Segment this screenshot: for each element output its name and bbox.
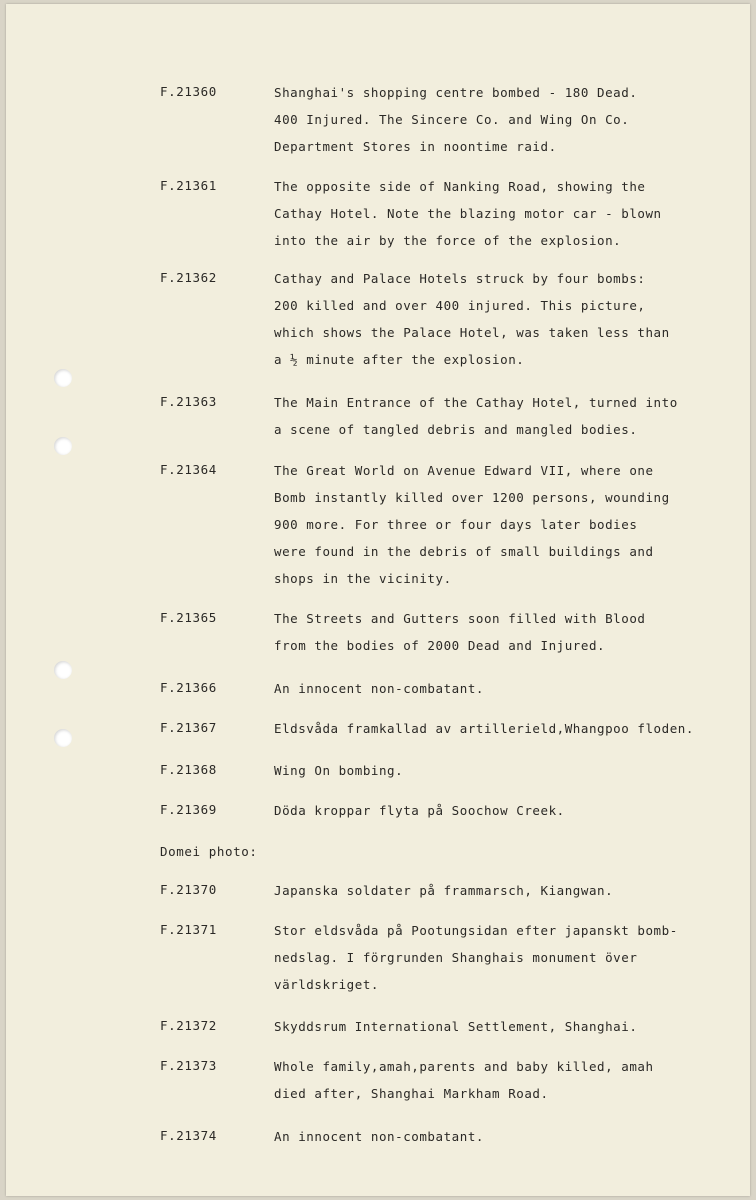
caption-line: Shanghai's shopping centre bombed - 180 Dead. (274, 85, 638, 100)
caption-text (274, 1018, 744, 1045)
caption-line: Department Stores in noontime raid. (274, 139, 557, 154)
caption-line: Cathay and Palace Hotels struck by four bombs: (274, 271, 646, 286)
photo-reference-number: F.21369 (160, 802, 217, 817)
caption-line: Cathay Hotel. Note the blazing motor car - blown (274, 206, 662, 221)
caption-line: An innocent non-combatant. (274, 1129, 484, 1144)
binder-hole (54, 729, 72, 747)
photo-reference-number: F.21364 (160, 462, 217, 477)
caption-text (274, 462, 744, 597)
caption-text (274, 270, 744, 378)
caption-text (274, 1058, 744, 1112)
caption-text (274, 720, 744, 747)
caption-text (274, 680, 744, 707)
caption-line: a scene of tangled debris and mangled bodies. (274, 422, 638, 437)
section-heading: Domei photo: (160, 844, 258, 859)
binder-hole (54, 369, 72, 387)
photo-reference-number: F.21367 (160, 720, 217, 735)
caption-line: Skyddsrum International Settlement, Shanghai. (274, 1019, 638, 1034)
caption-line: The Streets and Gutters soon filled with Blood (274, 611, 646, 626)
caption-line: Döda kroppar flyta på Soochow Creek. (274, 803, 565, 818)
caption-line: nedslag. I förgrunden Shanghais monument över (274, 950, 638, 965)
caption-text (274, 882, 744, 909)
caption-line: Stor eldsvåda på Pootungsidan efter japanskt bomb- (274, 923, 678, 938)
photo-reference-number: F.21370 (160, 882, 217, 897)
document-page (6, 4, 750, 1196)
caption-text (274, 922, 744, 1003)
caption-line: 400 Injured. The Sincere Co. and Wing On Co. (274, 112, 630, 127)
caption-line: An innocent non-combatant. (274, 681, 484, 696)
caption-line: Eldsvåda framkallad av artillerield,Whangpoo floden. (274, 721, 694, 736)
caption-line: from the bodies of 2000 Dead and Injured. (274, 638, 606, 653)
caption-line: The opposite side of Nanking Road, showing the (274, 179, 646, 194)
binder-hole (54, 661, 72, 679)
caption-line: Whole family,amah,parents and baby killed, amah (274, 1059, 654, 1074)
binder-hole (54, 437, 72, 455)
photo-reference-number: F.21371 (160, 922, 217, 937)
photo-reference-number: F.21365 (160, 610, 217, 625)
caption-line: Wing On bombing. (274, 763, 404, 778)
caption-line: 900 more. For three or four days later bodies (274, 517, 638, 532)
photo-reference-number: F.21363 (160, 394, 217, 409)
caption-text (274, 394, 744, 448)
photo-reference-number: F.21374 (160, 1128, 217, 1143)
caption-line: were found in the debris of small buildings and (274, 544, 654, 559)
caption-line: världskriget. (274, 977, 379, 992)
caption-text (274, 84, 744, 165)
photo-reference-number: F.21366 (160, 680, 217, 695)
caption-line: which shows the Palace Hotel, was taken less than (274, 325, 670, 340)
photo-reference-number: F.21368 (160, 762, 217, 777)
caption-line: shops in the vicinity. (274, 571, 452, 586)
caption-text (274, 178, 744, 259)
caption-text (274, 610, 744, 664)
photo-reference-number: F.21361 (160, 178, 217, 193)
caption-text (274, 762, 744, 789)
caption-line: Japanska soldater på frammarsch, Kiangwan. (274, 883, 614, 898)
caption-line: a ½ minute after the explosion. (274, 352, 525, 367)
photo-reference-number: F.21373 (160, 1058, 217, 1073)
caption-line: The Main Entrance of the Cathay Hotel, turned into (274, 395, 678, 410)
photo-reference-number: F.21372 (160, 1018, 217, 1033)
photo-reference-number: F.21360 (160, 84, 217, 99)
caption-line: Bomb instantly killed over 1200 persons, wounding (274, 490, 670, 505)
caption-line: died after, Shanghai Markham Road. (274, 1086, 549, 1101)
caption-text (274, 802, 744, 829)
photo-reference-number: F.21362 (160, 270, 217, 285)
caption-line: into the air by the force of the explosion. (274, 233, 622, 248)
caption-line: The Great World on Avenue Edward VII, where one (274, 463, 654, 478)
caption-line: 200 killed and over 400 injured. This picture, (274, 298, 646, 313)
caption-text (274, 1128, 744, 1155)
